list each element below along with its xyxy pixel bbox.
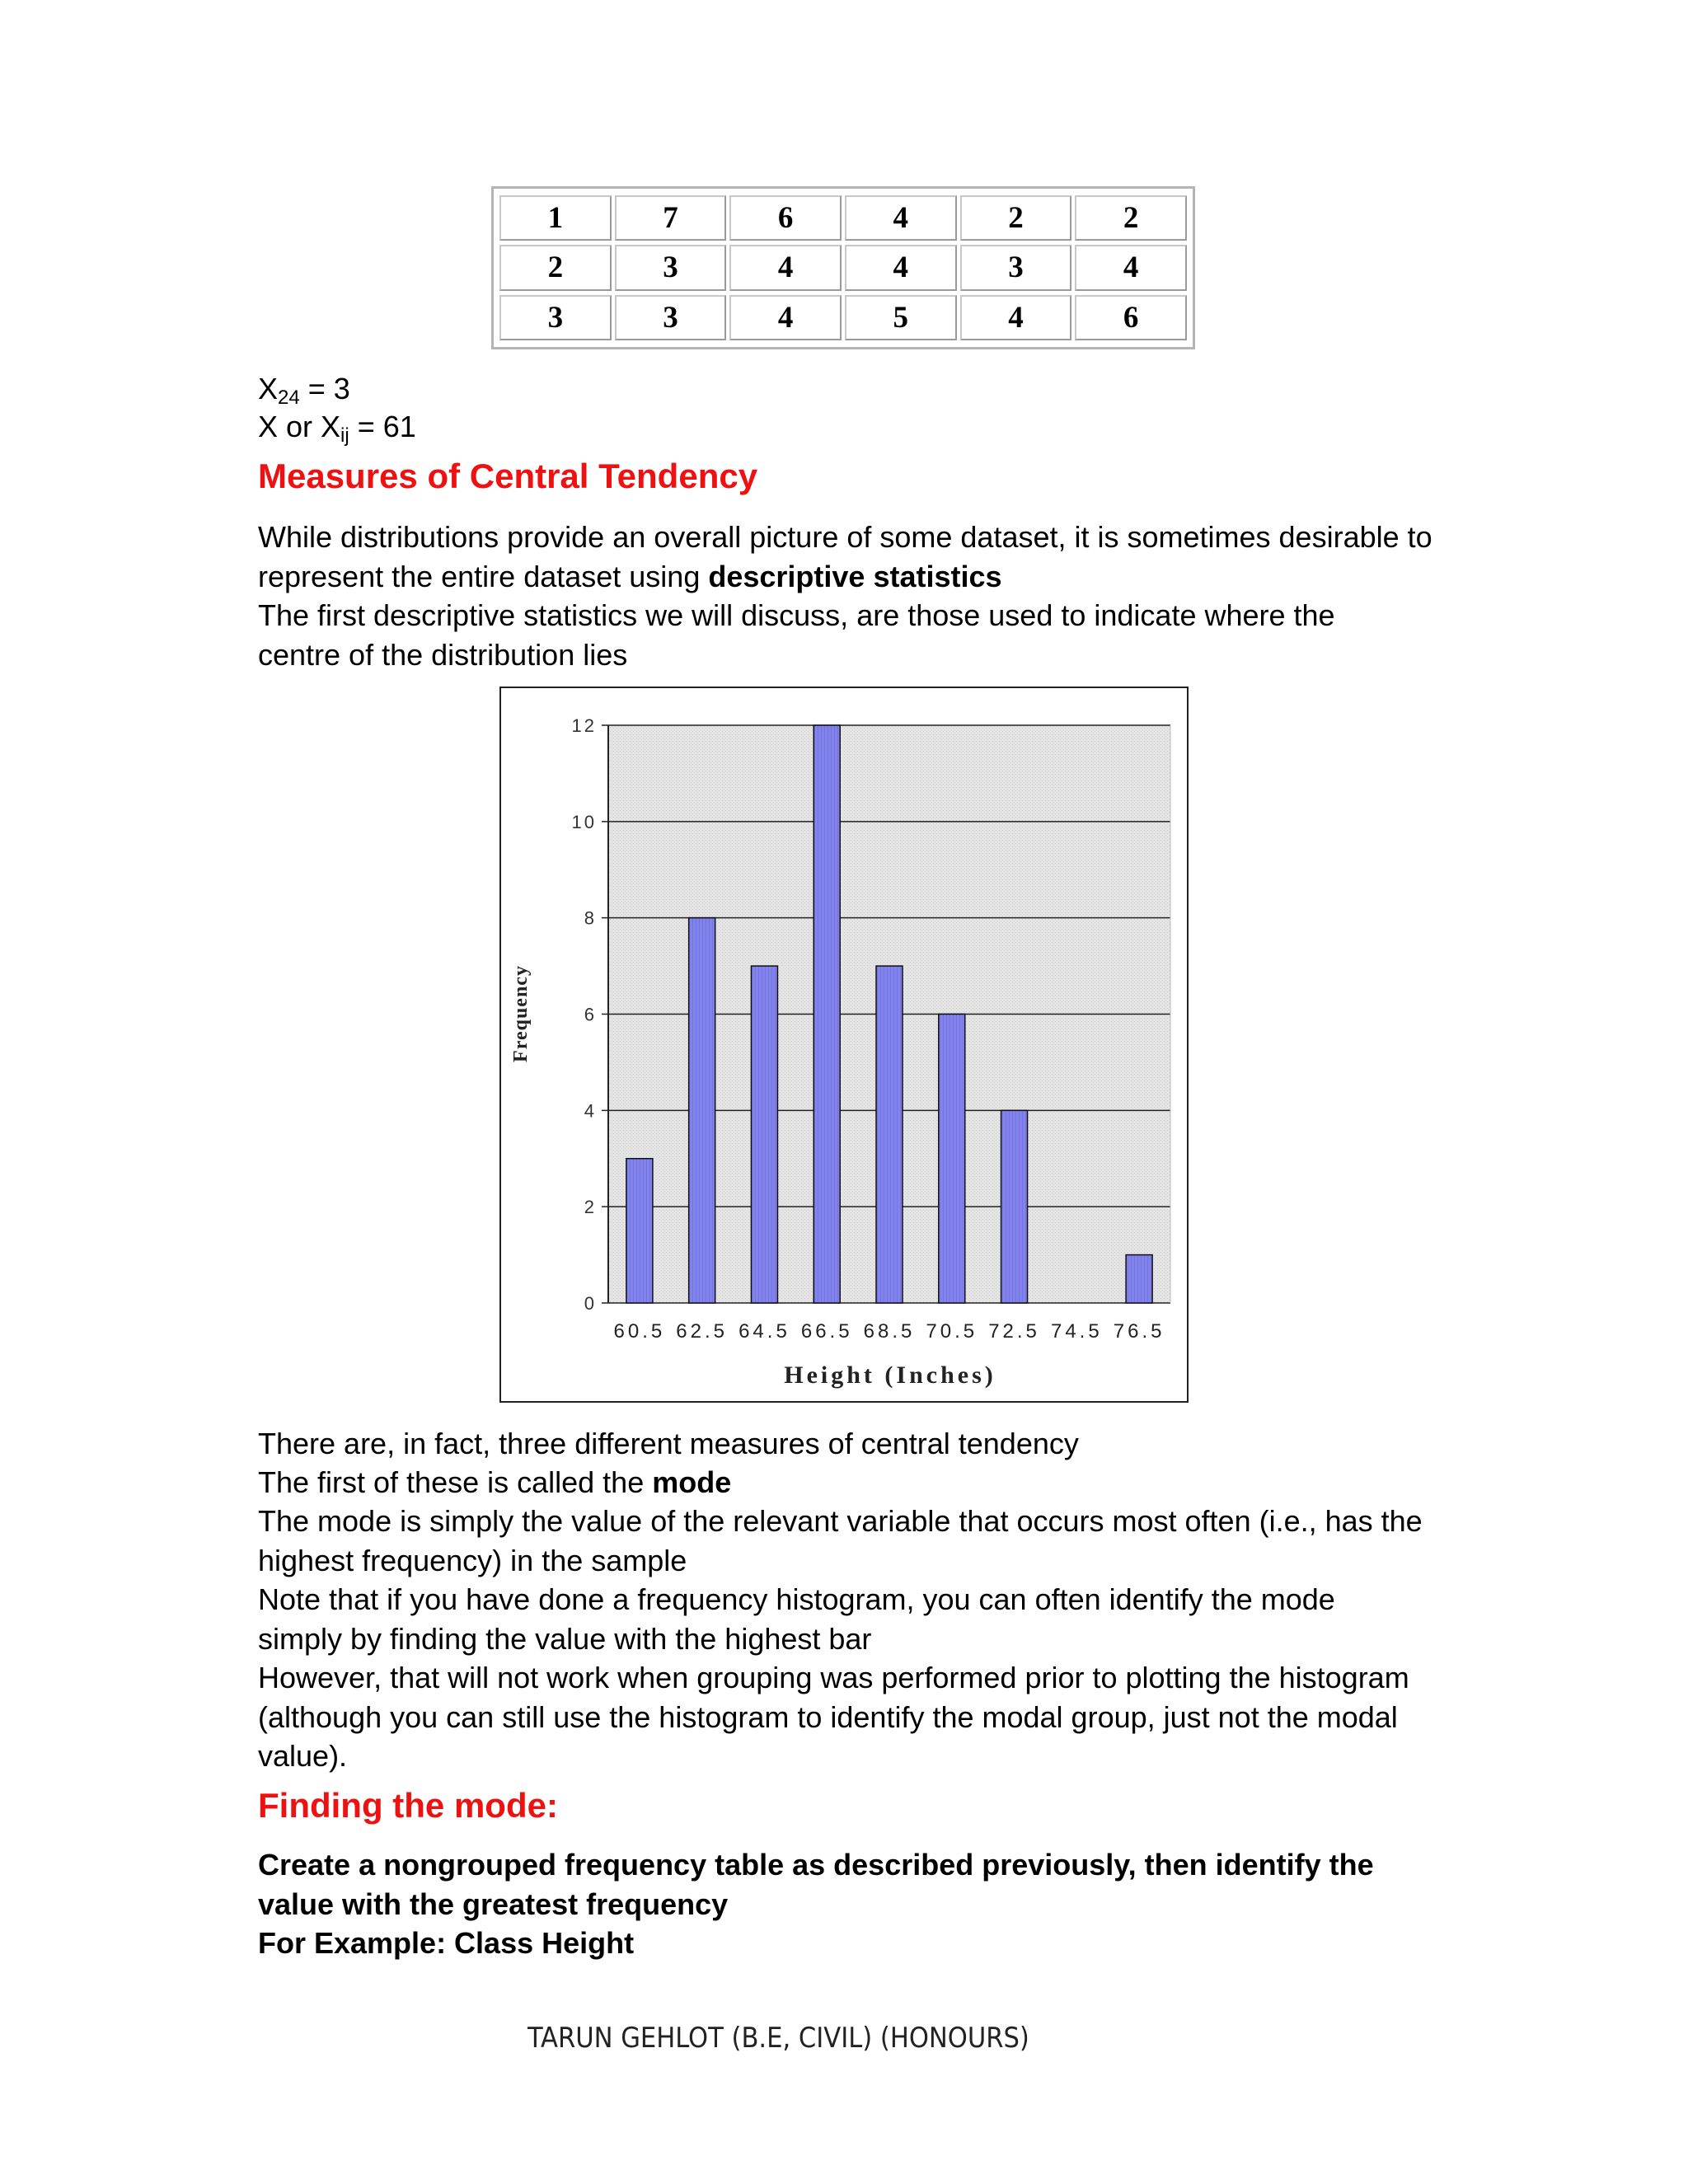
x-tick-label: 74.5	[1050, 1320, 1103, 1343]
histogram-chart	[499, 687, 1189, 1403]
table-cell: 4	[1075, 245, 1187, 290]
table-cell: 2	[1075, 195, 1187, 241]
histogram-bar	[626, 1159, 653, 1303]
equation-x24: $X_{24} = 3$	[258, 372, 350, 409]
histogram-bar	[1001, 1110, 1028, 1303]
table-cell: 2	[499, 245, 612, 290]
heading-measures-central-tendency: Measures of Central Tendency	[258, 457, 758, 495]
histogram-bar	[814, 725, 840, 1303]
y-axis-label: Frequency	[510, 965, 532, 1062]
x-axis-label: Height (Inches)	[784, 1361, 996, 1389]
table-row	[499, 245, 1187, 290]
x-tick-label: 76.5	[1113, 1320, 1165, 1343]
table-cell: 4	[845, 195, 957, 241]
histogram-bar	[689, 918, 715, 1303]
x-tick-label: 68.5	[863, 1320, 916, 1343]
y-tick-label: 12	[571, 715, 597, 736]
y-tick-label: 4	[584, 1100, 597, 1122]
paragraph-mode-intro: The first of these is called the mode	[258, 1465, 732, 1499]
paragraph-example: For Example: Class Height	[258, 1926, 635, 1960]
paragraph-mode-definition: The mode is simply the value of the relevant variable that occurs most often (i.e., has the highest frequency) in the sample	[258, 1504, 1423, 1577]
data-table	[491, 186, 1195, 349]
y-tick-label: 0	[584, 1293, 597, 1314]
paragraph-grouping-note: However, that will not work when grouping was performed prior to plotting the histogram (although you can still use the histogram to identify the modal group, just not the modal value).	[258, 1661, 1409, 1773]
y-tick-label: 6	[584, 1004, 597, 1025]
table-cell: 3	[615, 245, 727, 290]
table-cell: 4	[729, 245, 842, 290]
histogram-bar	[751, 966, 777, 1303]
x-tick-label: 72.5	[988, 1320, 1040, 1343]
table-row	[499, 195, 1187, 241]
paragraph-centre: The first descriptive statistics we will discuss, are those used to indicate where the centre of the distribution lies	[258, 598, 1335, 672]
x-tick-label: 70.5	[926, 1320, 978, 1343]
x-tick-label: 64.5	[738, 1320, 790, 1343]
table-cell: 4	[729, 295, 842, 340]
table-row	[499, 295, 1187, 340]
x-tick-label: 62.5	[676, 1320, 729, 1343]
heading-finding-mode: Finding the mode:	[258, 1786, 558, 1825]
paragraph-create-table: Create a nongrouped frequency table as described previously, then identify the value with the greatest frequency	[258, 1848, 1374, 1921]
equation-xij: X or $X_{ij} = 61$	[258, 410, 416, 447]
table-cell: 6	[729, 195, 842, 241]
table-cell: 4	[960, 295, 1072, 340]
histogram-bar	[939, 1015, 965, 1304]
x-tick-label: 66.5	[800, 1320, 853, 1343]
table-cell: 7	[615, 195, 727, 241]
x-tick-label: 60.5	[613, 1320, 666, 1343]
table-cell: 5	[845, 295, 957, 340]
table-cell: 3	[499, 295, 612, 340]
table-cell: 3	[960, 245, 1072, 290]
y-tick-label: 2	[584, 1197, 597, 1218]
table-cell: 4	[845, 245, 957, 290]
paragraph-histogram-note: Note that if you have done a frequency histogram, you can often identify the mode simply by finding the value with the highest bar	[258, 1582, 1335, 1656]
table-cell: 3	[615, 295, 727, 340]
table-cell: 2	[960, 195, 1072, 241]
histogram-bar	[1126, 1255, 1152, 1303]
table-cell: 1	[499, 195, 612, 241]
paragraph-intro: While distributions provide an overall picture of some dataset, it is sometimes desirable to represent the entire dataset using descriptive statistics	[258, 520, 1432, 593]
footer-author: TARUN GEHLOT (B.E, CIVIL) (HONOURS)	[528, 2022, 1029, 2055]
table-cell: 6	[1075, 295, 1187, 340]
histogram-bar	[876, 966, 903, 1303]
chart-svg	[501, 688, 1190, 1404]
y-tick-label: 10	[571, 811, 597, 832]
paragraph-three-measures: There are, in fact, three different measures of central tendency	[258, 1427, 1079, 1460]
y-tick-label: 8	[584, 907, 597, 929]
